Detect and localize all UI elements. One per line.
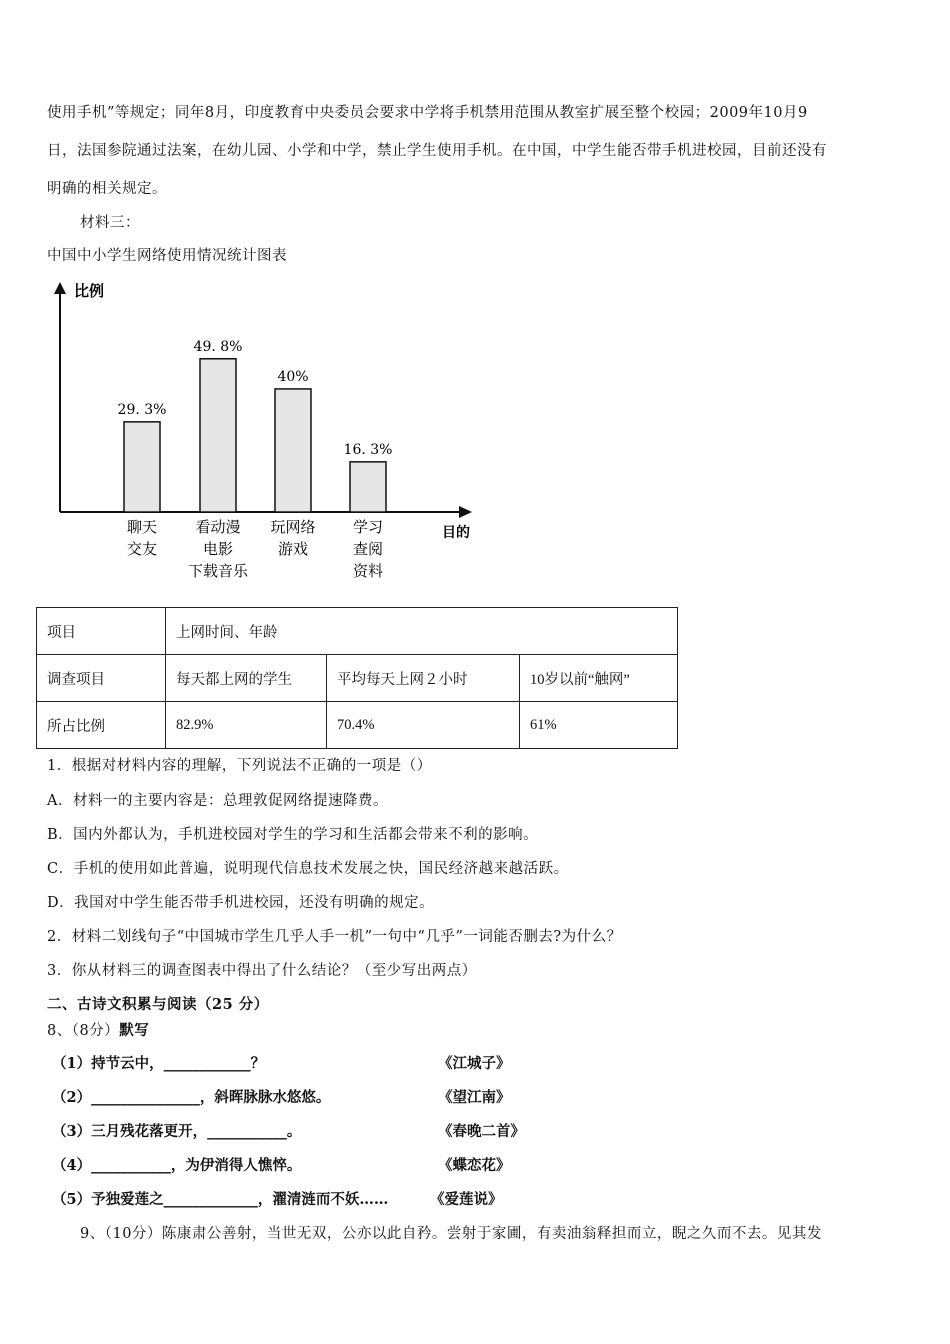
paragraph-line: 使用手机”等规定；同年8月，印度教育中央委员会要求中学将手机禁用范围从教室扩展至整个校园；2009年10月9 xyxy=(47,105,808,121)
question-3: 3．你从材料三的调查图表中得出了什么结论？（至少写出两点） xyxy=(47,963,477,979)
option-d: D．我国对中学生能否带手机进校园，还没有明确的规定。 xyxy=(47,895,435,911)
table-cell: 10岁以前“触网” xyxy=(520,655,678,702)
question-8-title: 默写 xyxy=(119,1022,150,1039)
table-cell: 项目 xyxy=(37,608,166,655)
poem-line: （1）持节云中，____________？ xyxy=(52,1055,266,1072)
poem-source: 《爱莲说》 xyxy=(430,1191,503,1208)
x-axis-label: 目的 xyxy=(442,525,470,541)
category-label: 看动漫 xyxy=(195,518,241,536)
category-label: 查阅 xyxy=(352,540,384,558)
category-label: 游戏 xyxy=(277,540,309,558)
section-2-title: 二、古诗文积累与阅读（25 分） xyxy=(47,996,269,1013)
bar-value-label: 29. 3% xyxy=(117,401,167,418)
poem-source: 《望江南》 xyxy=(438,1089,511,1106)
table-row xyxy=(37,608,678,655)
question-9: 9、（10分）陈康肃公善射，当世无双，公亦以此自矜。尝射于家圃，有卖油翁释担而立，睨之久而不去。见其发 xyxy=(80,1226,822,1242)
category-label: 下载音乐 xyxy=(187,562,249,580)
material3-label: 材料三： xyxy=(80,215,140,231)
chart-caption: 中国中小学生网络使用情况统计图表 xyxy=(47,248,287,264)
category-label: 资料 xyxy=(352,562,384,580)
poem-line: （3）三月残花落更开，___________。 xyxy=(52,1123,302,1140)
paragraph-line: 明确的相关规定。 xyxy=(47,181,167,197)
table-cell: 61% xyxy=(520,702,678,749)
question-8-heading xyxy=(47,1019,149,1040)
category-label: 玩网络 xyxy=(270,518,316,536)
poem-source: 《春晚二首》 xyxy=(438,1123,525,1140)
question-1: 1．根据对材料内容的理解，下列说法不正确的一项是（） xyxy=(47,758,432,774)
table-row xyxy=(37,702,678,749)
x-axis-arrow xyxy=(459,506,472,518)
bar-value-label: 40% xyxy=(277,368,309,385)
poem-line: （5）予独爱莲之_____________，濯清涟而不妖…… xyxy=(52,1191,389,1208)
table-cell: 调查项目 xyxy=(37,655,166,702)
poem-line: （4）___________，为伊消得人憔悴。 xyxy=(52,1157,302,1174)
bar xyxy=(124,422,160,512)
option-b: B．国内外都认为，手机进校园对学生的学习和生活都会带来不利的影响。 xyxy=(47,827,539,843)
table-cell: 82.9% xyxy=(166,702,327,749)
table-row xyxy=(37,655,678,702)
survey-table xyxy=(36,607,678,749)
y-axis-arrow xyxy=(54,282,66,294)
category-label: 电影 xyxy=(202,540,234,558)
table-cell: 上网时间、年龄 xyxy=(166,608,678,655)
y-axis-label: 比例 xyxy=(74,282,105,300)
bar xyxy=(275,389,311,512)
table-cell: 所占比例 xyxy=(37,702,166,749)
bar xyxy=(200,359,236,512)
paragraph-line: 日，法国参院通过法案，在幼儿园、小学和中学，禁止学生使用手机。在中国，中学生能否带手机进校园，目前还没有 xyxy=(47,143,827,159)
poem-source: 《江城子》 xyxy=(438,1055,511,1072)
option-a: A．材料一的主要内容是：总理敦促网络提速降费。 xyxy=(47,793,388,809)
option-c: C．手机的使用如此普遍，说明现代信息技术发展之快，国民经济越来越活跃。 xyxy=(47,861,569,877)
bar-chart xyxy=(40,280,490,580)
category-label: 聊天 xyxy=(126,518,158,536)
bar-value-label: 16. 3% xyxy=(343,441,393,458)
question-2: 2．材料二划线句子“中国城市学生几乎人手一机”一句中“几乎”一词能否删去?为什么？ xyxy=(47,929,622,945)
table-cell: 70.4% xyxy=(327,702,520,749)
table-cell: 平均每天上网２小时 xyxy=(327,655,520,702)
category-label: 学习 xyxy=(352,518,384,536)
question-8-prefix: 8、（8分） xyxy=(47,1023,120,1039)
category-label: 交友 xyxy=(126,540,158,558)
bar-value-label: 49. 8% xyxy=(193,338,243,355)
poem-line: （2）_______________，斜晖脉脉水悠悠。 xyxy=(52,1089,331,1106)
table-cell: 每天都上网的学生 xyxy=(166,655,327,702)
poem-source: 《蝶恋花》 xyxy=(438,1157,511,1174)
bar xyxy=(350,462,386,512)
